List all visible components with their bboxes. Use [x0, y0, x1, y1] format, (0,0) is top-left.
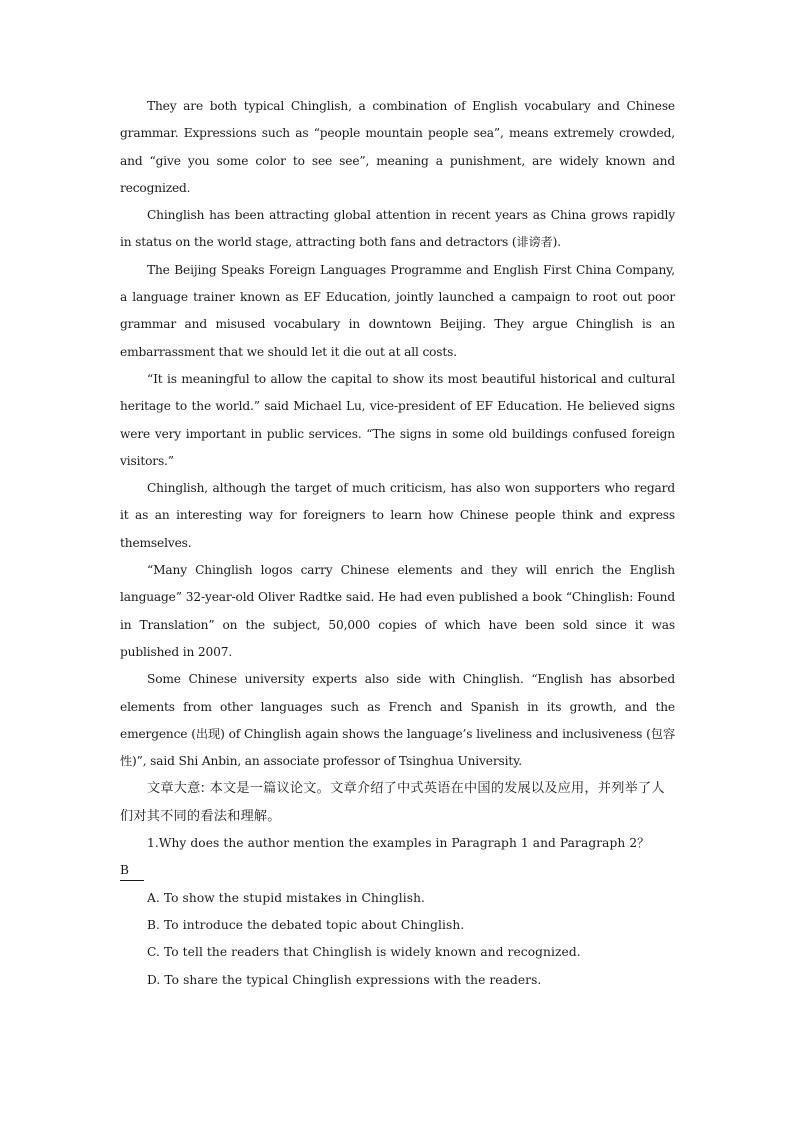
- question-1-answer: B: [120, 861, 144, 881]
- document-page: [120, 93, 675, 994]
- passage-paragraph-4: “It is meaningful to allow the capital to show its most beautiful historical and cultural heritage to the world.” said Michael Lu, vice-president of EF Education. He believed signs were very important in public services. “The signs in some old buildings confused foreign visitors.”: [120, 371, 675, 468]
- option-a: A. To show the stupid mistakes in Chinglish.: [147, 890, 426, 905]
- question-1-answer-line: [120, 857, 675, 884]
- question-1-text: 1.Why does the author mention the examples in Paragraph 1 and Paragraph 2？: [147, 836, 650, 851]
- passage-paragraph-2: Chinglish has been attracting global attention in recent years as China grows rapidly in status on the world stage, attracting both fans and detractors (诽谤者).: [120, 208, 675, 250]
- passage-paragraph-7: Some Chinese university experts also side with Chinglish. “English has absorbed elements from other languages such as French and Spanish in its growth, and the emergence (出现) of Chinglish again shows the language’s liveliness and inclusiveness (包容性)”, said Shi Anbin, an associate professor of Tsinghua University.: [120, 672, 675, 769]
- option-d: D. To share the typical Chinglish expressions with the readers.: [147, 972, 542, 987]
- passage-paragraph-3: The Beijing Speaks Foreign Languages Programme and English First China Company, a language trainer known as EF Education, jointly launched a campaign to root out poor grammar and misused vocabulary in downtown Beijing. They argue Chinglish is an embarrassment that we should let it die out at all costs.: [120, 262, 675, 359]
- passage-paragraph-1: They are both typical Chinglish, a combination of English vocabulary and Chinese grammar. Expressions such as “people mountain people sea”, means extremely crowded, and “give you some color to see see”, meaning a punishment, are widely known and recognized.: [120, 99, 675, 195]
- passage-paragraph-6: “Many Chinglish logos carry Chinese elements and they will enrich the English language” 32-year-old Oliver Radtke said. He had even published a book “Chinglish: Found in Translation” on the subject, 50,000 copies of which have been sold since it was published in 2007.: [120, 563, 675, 659]
- option-b: B. To introduce the debated topic about Chinglish.: [147, 917, 465, 932]
- article-summary: 文章大意: 本文是一篇议论文。文章介绍了中式英语在中国的发展以及应用，并列举了人们对其不同的看法和理解。: [120, 781, 665, 824]
- passage-paragraph-5: Chinglish, although the target of much criticism, has also won supporters who regard it as an interesting way for foreigners to learn how Chinese people think and express themselves.: [120, 481, 675, 550]
- option-c: C. To tell the readers that Chinglish is widely known and recognized.: [147, 945, 581, 960]
